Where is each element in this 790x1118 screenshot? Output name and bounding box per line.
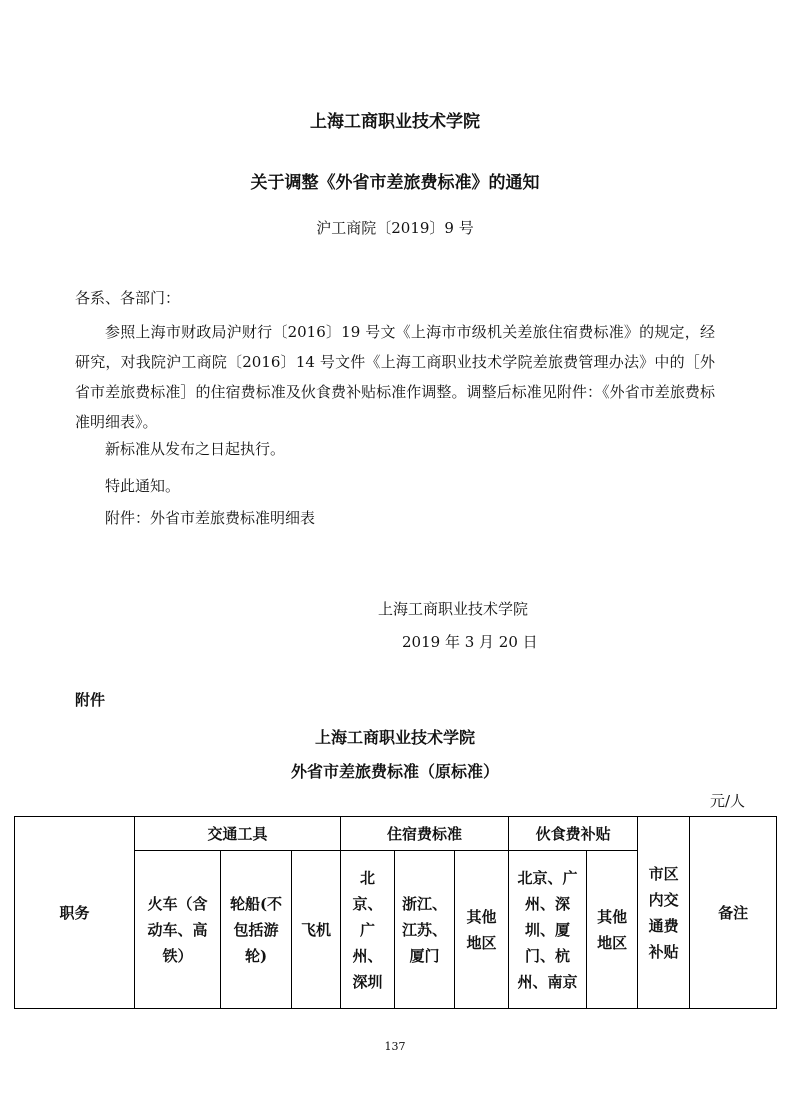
lodging-tier1-line: 深圳 — [352, 972, 383, 991]
meal-tier1-line: 圳、厦 — [525, 920, 571, 939]
lodging-tier1-line: 京、 — [352, 894, 383, 913]
meal-tier1-line: 州、深 — [525, 894, 571, 913]
attachment-reference: 附件：外省市差旅费标准明细表 — [105, 509, 316, 527]
lodging-tier1-line: 州、 — [352, 946, 383, 965]
lodging-tier1-line: 广 — [360, 920, 376, 939]
lodging-tier2-line: 浙江、 — [402, 894, 448, 913]
lodging-tier2-line: 厦门 — [409, 946, 440, 965]
ship-line: 轮) — [244, 946, 268, 965]
effective-line: 新标准从发布之日起执行。 — [105, 440, 286, 458]
signature-name: 上海工商职业技术学院 — [378, 600, 529, 618]
notice-title: 关于调整《外省市差旅费标准》的通知 — [250, 173, 540, 193]
meal-other-line: 其他 — [597, 907, 628, 926]
meal-allowance-header: 伙食费补贴 — [509, 817, 638, 851]
train-line: 动车、高 — [147, 920, 208, 939]
meal-tier1-line: 北京、广 — [517, 868, 578, 887]
lodging-tier2-header — [395, 851, 455, 1009]
hereby-notice-line: 特此通知。 — [105, 477, 181, 495]
position-header — [15, 817, 135, 1009]
lodging-other-line: 其他 — [466, 907, 497, 926]
lodging-tier1-header — [341, 851, 395, 1009]
lodging-other-header — [455, 851, 509, 1009]
annex-table-title: 外省市差旅费标准（原标准） — [290, 762, 499, 781]
institution-title: 上海工商职业技术学院 — [310, 112, 480, 132]
transport-header: 交通工具 — [135, 817, 341, 851]
lodging-tier2-line: 江苏、 — [402, 920, 448, 939]
document-number: 沪工商院〔2019〕9 号 — [316, 219, 474, 237]
position-header-char2: 务 — [74, 903, 90, 922]
signature-date: 2019 年 3 月 20 日 — [402, 633, 538, 651]
city-transport-allowance-header — [638, 817, 690, 1009]
meal-other-header — [587, 851, 638, 1009]
city-transport-line: 市区 — [648, 864, 679, 883]
ship-header — [221, 851, 292, 1009]
annex-institution-title: 上海工商职业技术学院 — [314, 728, 475, 747]
annex-label: 附件 — [75, 691, 106, 709]
city-transport-line: 通费 — [648, 916, 679, 935]
city-transport-line: 内交 — [648, 890, 679, 909]
plane-header: 飞机 — [292, 851, 341, 1009]
meal-tier1-line: 门、杭 — [525, 946, 571, 965]
main-paragraph: 参照上海市财政局沪财行〔2016〕19 号文《上海市市级机关差旅住宿费标准》的规定，经研究，对我院沪工商院〔2016〕14 号文件《上海工商职业技术学院差旅费管理办法》中的［外省市差旅费标准］的住宿费标准及伙食费补贴标准作调整。调整后标准见附件：《外省市差旅费标准明细表》。 — [75, 323, 715, 431]
position-header-char1: 职 — [59, 903, 75, 922]
meal-tier1-line: 州、南京 — [517, 972, 578, 991]
lodging-tier1-line: 北 — [360, 868, 376, 887]
ship-line: 轮船(不 — [229, 894, 283, 913]
lodging-header: 住宿费标准 — [341, 817, 509, 851]
lodging-other-line: 地区 — [466, 933, 497, 952]
train-header — [135, 851, 221, 1009]
travel-expense-table — [14, 816, 777, 1009]
train-line: 铁） — [162, 946, 193, 965]
meal-tier1-header — [509, 851, 587, 1009]
remarks-header: 备注 — [690, 817, 777, 1009]
ship-line: 包括游 — [233, 920, 279, 939]
page-number: 137 — [384, 1040, 406, 1053]
salutation: 各系、各部门： — [75, 289, 181, 307]
meal-other-line: 地区 — [597, 933, 628, 952]
city-transport-line: 补贴 — [648, 942, 679, 961]
train-line: 火车（含 — [147, 894, 208, 913]
unit-label: 元/人 — [710, 792, 746, 810]
